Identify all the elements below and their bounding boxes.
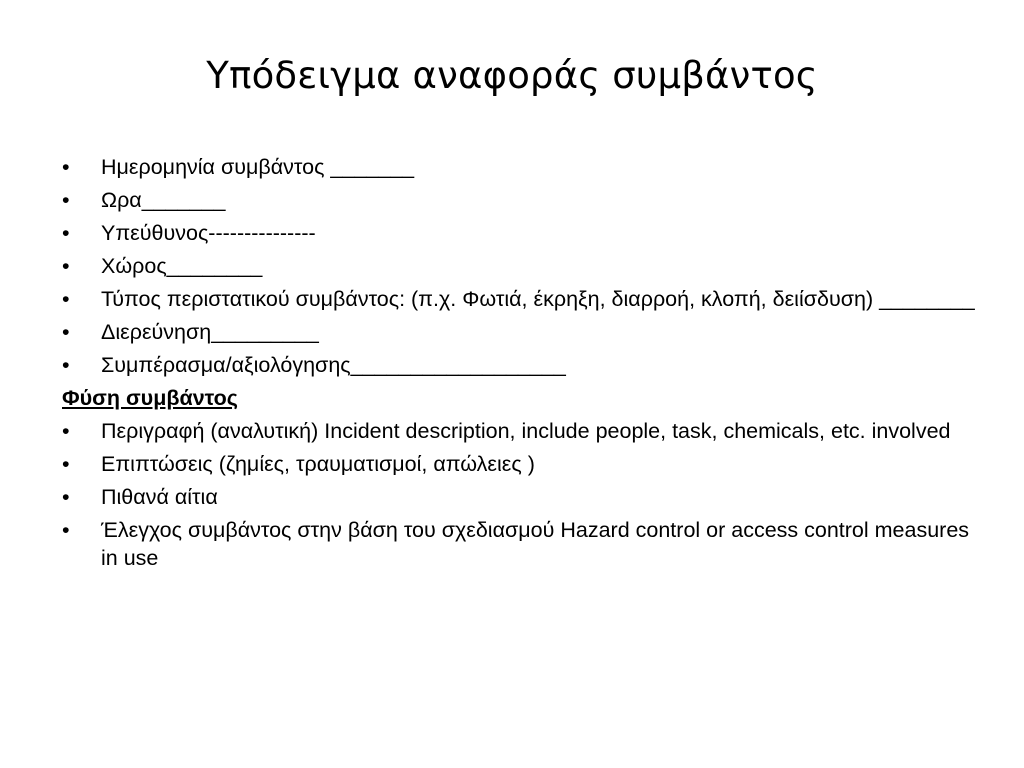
list-item-text: Έλεγχος συμβάντος στην βάση του σχεδιασμού Hazard control or access control measures in use <box>101 518 970 570</box>
list-item-text: Διερεύνηση_________ <box>101 320 319 344</box>
list-item-time <box>62 186 982 214</box>
bullet-icon: • <box>62 155 70 179</box>
bullet-icon: • <box>62 320 70 344</box>
bullet-icon: • <box>62 518 70 542</box>
bullet-icon: • <box>62 254 70 278</box>
list-item-text: Τύπος περιστατικού συμβάντος: (π.χ. Φωτιά, έκρηξη, διαρροή, κλοπή, δειίσδυση) ________ <box>101 287 975 311</box>
list-item-incident-type <box>62 285 982 313</box>
list-item-causes <box>62 483 982 511</box>
list-item-text: Υπεύθυνος--------------- <box>101 221 316 245</box>
bullet-icon: • <box>62 221 70 245</box>
bullet-icon: • <box>62 485 70 509</box>
list-item-text: Ωρα_______ <box>101 188 226 212</box>
slide-title: Υπόδειγμα αναφοράς συμβάντος <box>206 54 818 97</box>
bullet-icon: • <box>62 287 70 311</box>
list-item-text: Επιπτώσεις (ζημίες, τραυματισμοί, απώλειες ) <box>101 452 535 476</box>
list-item-text: Ημερομηνία συμβάντος _______ <box>101 155 415 179</box>
section-heading: Φύση συμβάντος <box>62 386 238 410</box>
list-item-text: Πιθανά αίτια <box>101 485 218 509</box>
bullet-icon: • <box>62 353 70 377</box>
bullet-icon: • <box>62 188 70 212</box>
list-item-date <box>62 153 982 181</box>
list-item-text: Συμπέρασμα/αξιολόγησης__________________ <box>101 353 566 377</box>
bullet-icon: • <box>62 452 70 476</box>
list-item-responsible <box>62 219 982 247</box>
list-item-text: Χώρος________ <box>101 254 263 278</box>
list-item-impacts <box>62 450 982 478</box>
list-item-text: Περιγραφή (αναλυτική) Incident description, include people, task, chemicals, etc. involved <box>101 419 951 443</box>
list-item-description <box>62 417 982 445</box>
list-item-conclusion <box>62 351 982 379</box>
list-item-location <box>62 252 982 280</box>
bullet-list <box>62 153 982 577</box>
list-item-control <box>62 516 982 572</box>
bullet-icon: • <box>62 419 70 443</box>
list-item-investigation <box>62 318 982 346</box>
